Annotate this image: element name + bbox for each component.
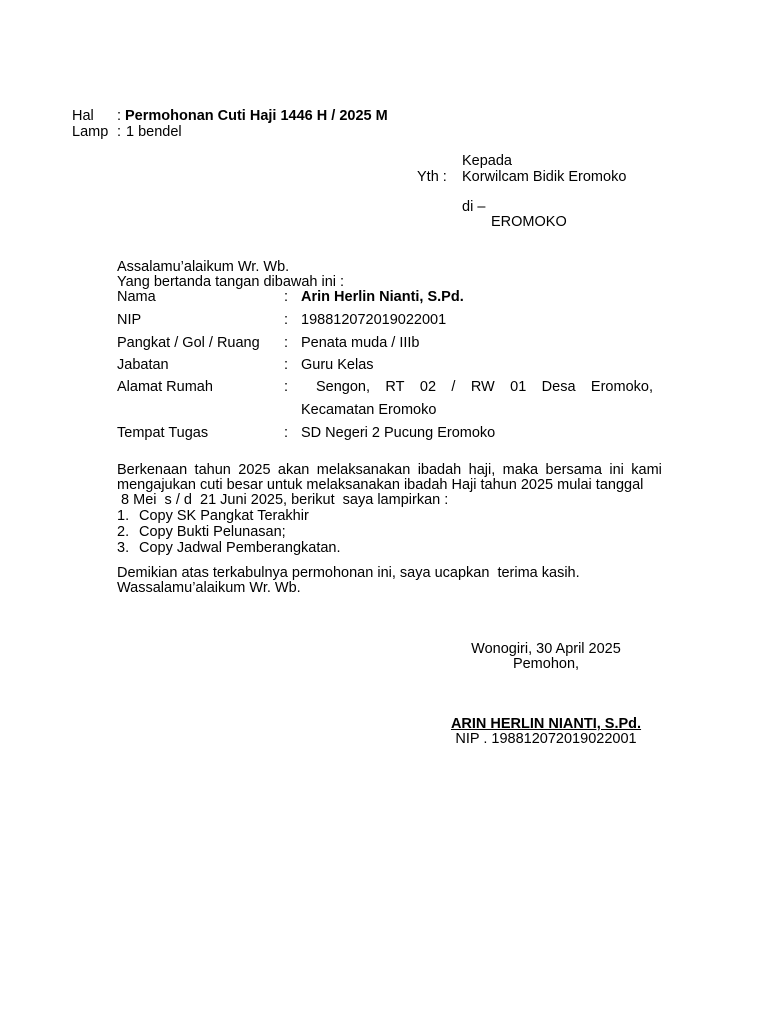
recipient-place: EROMOKO: [491, 214, 567, 230]
identity-label: Alamat Rumah: [117, 379, 213, 395]
address-word: RW: [470, 379, 495, 395]
identity-value-address-line2: Kecamatan Eromoko: [301, 402, 437, 418]
recipient-kepada: Kepada: [462, 153, 512, 169]
paragraph-word: ibadah: [417, 462, 462, 478]
lamp-label: Lamp: [72, 124, 109, 140]
paragraph-word: akan: [277, 462, 310, 478]
identity-colon: :: [284, 357, 289, 373]
identity-label: NIP: [117, 312, 142, 328]
attachment-text: Copy SK Pangkat Terakhir: [139, 508, 309, 524]
identity-value: SD Negeri 2 Pucung Eromoko: [301, 425, 496, 441]
identity-label: Jabatan: [117, 357, 169, 373]
recipient-name: Korwilcam Bidik Eromoko: [462, 169, 627, 185]
attachment-text: Copy Bukti Pelunasan;: [139, 524, 286, 540]
signature-role: Pemohon,: [512, 656, 580, 672]
address-word: Eromoko,: [590, 379, 653, 395]
recipient-yth: Yth :: [417, 169, 447, 185]
address-word: RT: [385, 379, 405, 395]
paragraph-word: kami: [631, 462, 662, 478]
greeting: Assalamu’alaikum Wr. Wb.: [117, 259, 290, 275]
paragraph-word: tahun: [194, 462, 231, 478]
identity-value-address: [316, 379, 653, 395]
attachment-number: 3.: [117, 540, 130, 556]
paragraph-word: ini: [609, 462, 624, 478]
paragraph-word: bersama: [545, 462, 602, 478]
paragraph-word: Berkenaan: [117, 462, 188, 478]
signature-place-date: Wonogiri, 30 April 2025: [471, 641, 621, 657]
address-word: Sengon,: [316, 379, 371, 395]
paragraph-line-3: 8 Mei s / d 21 Juni 2025, berikut saya lampirkan :: [117, 492, 449, 508]
identity-colon: :: [284, 335, 289, 351]
identity-colon: :: [284, 289, 289, 305]
attachment-text: Copy Jadwal Pemberangkatan.: [139, 540, 341, 556]
paragraph-word: haji,: [468, 462, 496, 478]
address-word: /: [451, 379, 456, 395]
identity-value: Penata muda / IIIb: [301, 335, 420, 351]
address-word: 02: [419, 379, 437, 395]
identity-colon: :: [284, 425, 289, 441]
signature-nip: NIP . 198812072019022001: [455, 731, 637, 747]
identity-value: Guru Kelas: [301, 357, 374, 373]
farewell-greeting: Wassalamu’alaikum Wr. Wb.: [117, 580, 301, 596]
attachment-number: 2.: [117, 524, 130, 540]
paragraph-word: melaksanakan: [316, 462, 411, 478]
identity-value: 198812072019022001: [301, 312, 447, 328]
paragraph-line-1: [117, 462, 662, 478]
lamp-value: 1 bendel: [126, 124, 182, 140]
identity-label: Nama: [117, 289, 156, 305]
identity-value: Arin Herlin Nianti, S.Pd.: [301, 289, 464, 305]
attachment-number: 1.: [117, 508, 130, 524]
signature-name: ARIN HERLIN NIANTI, S.Pd.: [450, 716, 642, 732]
identity-colon: :: [284, 379, 289, 395]
paragraph-line-2: mengajukan cuti besar untuk melaksanakan ibadah Haji tahun 2025 mulai tanggal: [117, 477, 644, 493]
hal-label: Hal: [72, 108, 94, 124]
paragraph-word: 2025: [238, 462, 271, 478]
hal-separator: :: [117, 108, 122, 124]
paragraph-word: maka: [502, 462, 539, 478]
address-word: Desa: [541, 379, 576, 395]
intro-line: Yang bertanda tangan dibawah ini :: [117, 274, 345, 290]
identity-label: Tempat Tugas: [117, 425, 209, 441]
identity-colon: :: [284, 312, 289, 328]
identity-label: Pangkat / Gol / Ruang: [117, 335, 260, 351]
hal-subject: Permohonan Cuti Haji 1446 H / 2025 M: [125, 108, 388, 124]
lamp-separator: :: [117, 124, 122, 140]
address-word: 01: [510, 379, 527, 395]
identity-row-alamat: [117, 379, 657, 401]
recipient-di: di –: [462, 199, 486, 215]
closing-line: Demikian atas terkabulnya permohonan ini, saya ucapkan terima kasih.: [117, 565, 580, 581]
